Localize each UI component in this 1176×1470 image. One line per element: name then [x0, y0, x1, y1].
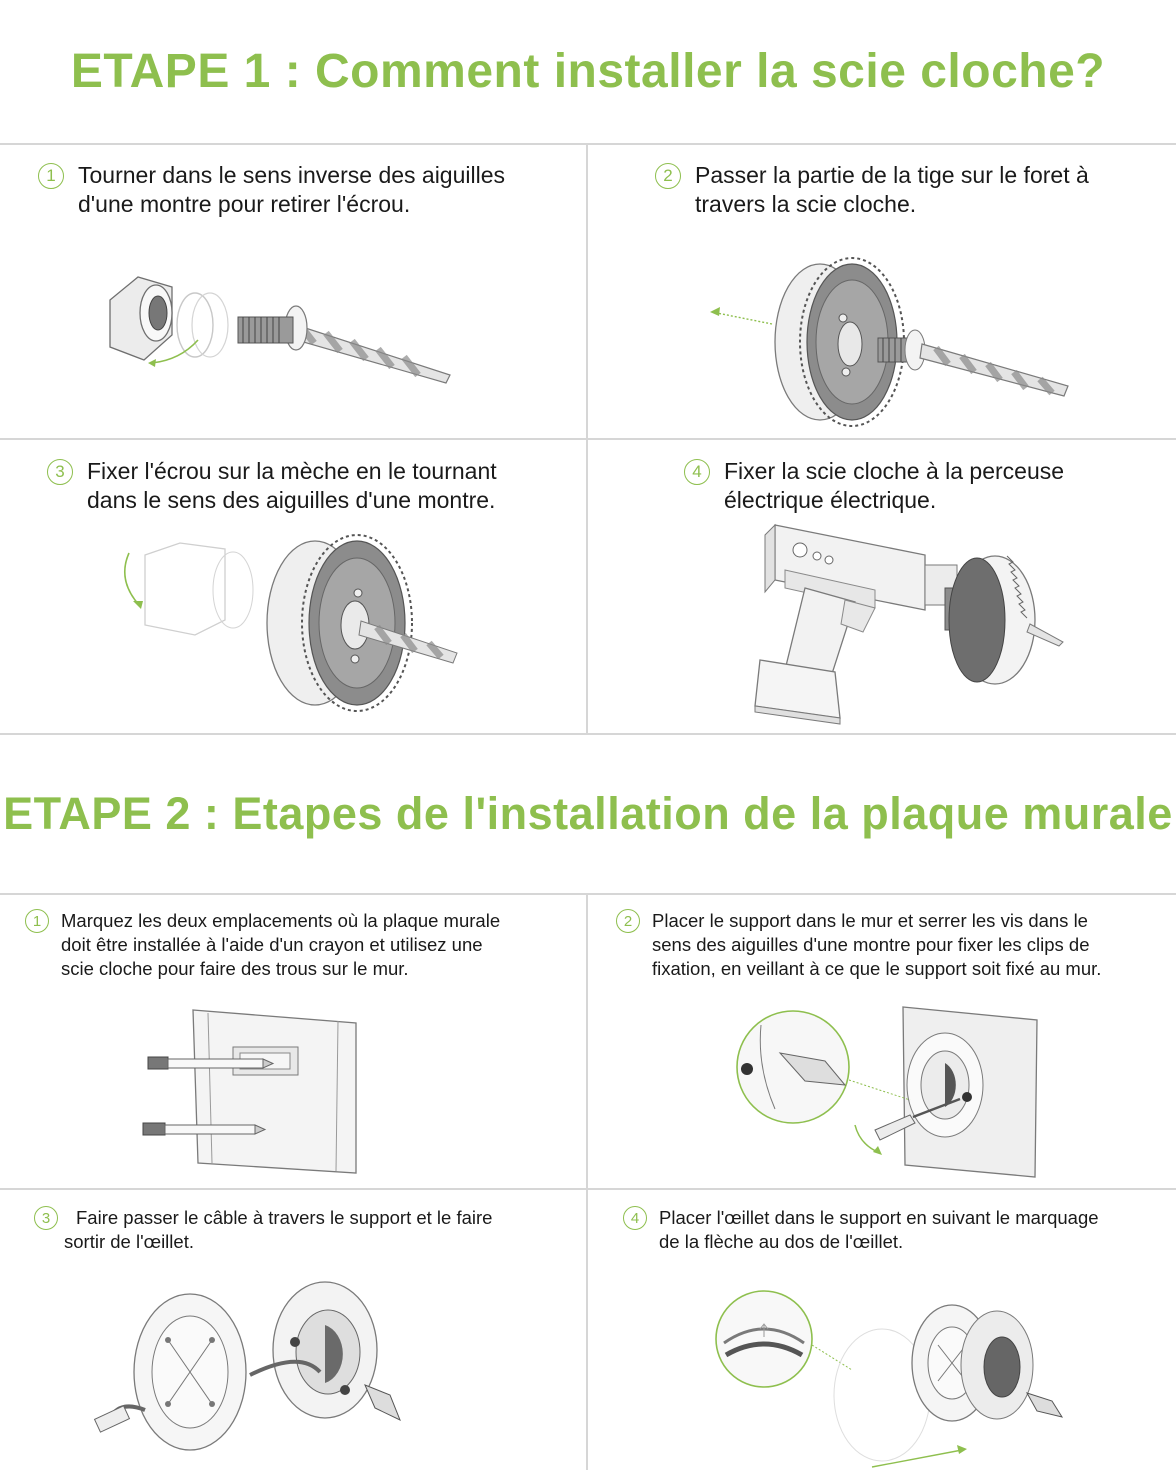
step-2-3	[34, 1206, 492, 1254]
step-number: 4	[684, 459, 710, 485]
step-1-3	[47, 457, 497, 515]
power-drill-icon	[745, 520, 1075, 725]
step-number: 2	[655, 163, 681, 189]
step-text: Marquez les deux emplacements où la plaque murale doit être installée à l'aide d'un crayon et utilisez une scie cloche pour faire des trous sur le mur.	[61, 910, 501, 979]
step-2-4	[623, 1206, 1099, 1254]
step-number: 2	[616, 909, 640, 933]
wall-plate-icon	[138, 1005, 363, 1177]
wall-plate-icon	[735, 1005, 1045, 1180]
step-1-1	[38, 161, 505, 219]
step-1-2	[655, 161, 1089, 219]
step-text: Tourner dans le sens inverse des aiguilles d'une montre pour retirer l'écrou.	[78, 162, 506, 217]
step-text: Fixer la scie cloche à la perceuse électrique électrique.	[724, 458, 1065, 513]
step-text: Fixer l'écrou sur la mèche en le tournant dans le sens des aiguilles d'une montre.	[87, 458, 497, 513]
step-1-4	[684, 457, 1064, 515]
step-text: Placer l'œillet dans le support en suivant le marquage de la flèche au dos de l'œillet.	[659, 1207, 1099, 1252]
divider	[0, 438, 1176, 440]
step-2-1	[25, 909, 500, 981]
step-2-2	[616, 909, 1101, 981]
divider	[586, 894, 588, 1470]
section2-title: ETAPE 2 : Etapes de l'installation de la plaque murale	[3, 788, 1173, 839]
divider	[0, 733, 1176, 735]
section1-title: ETAPE 1 : Comment installer la scie cloche?	[70, 45, 1106, 98]
divider	[0, 893, 1176, 895]
step-text: Passer la partie de la tige sur le foret à travers la scie cloche.	[695, 162, 1089, 217]
grommet-icon	[90, 1280, 410, 1460]
step-number: 1	[25, 909, 49, 933]
divider	[0, 143, 1176, 145]
divider	[0, 1188, 1176, 1190]
step-number: 4	[623, 1206, 647, 1230]
grommet-icon	[712, 1285, 1072, 1470]
step-text: Faire passer le câble à travers le support et le faire sortir de l'œillet.	[64, 1207, 493, 1252]
hole-saw-icon	[700, 258, 1080, 428]
hole-saw-icon	[115, 535, 465, 715]
step-text: Placer le support dans le mur et serrer les vis dans le sens des aiguilles d'une montre pour fixer les clips de fixation, en veillant à ce que le support soit fixé au mur.	[652, 910, 1102, 979]
drill-bit-icon	[100, 265, 460, 385]
step-number: 3	[34, 1206, 58, 1230]
step-number: 3	[47, 459, 73, 485]
step-number: 1	[38, 163, 64, 189]
